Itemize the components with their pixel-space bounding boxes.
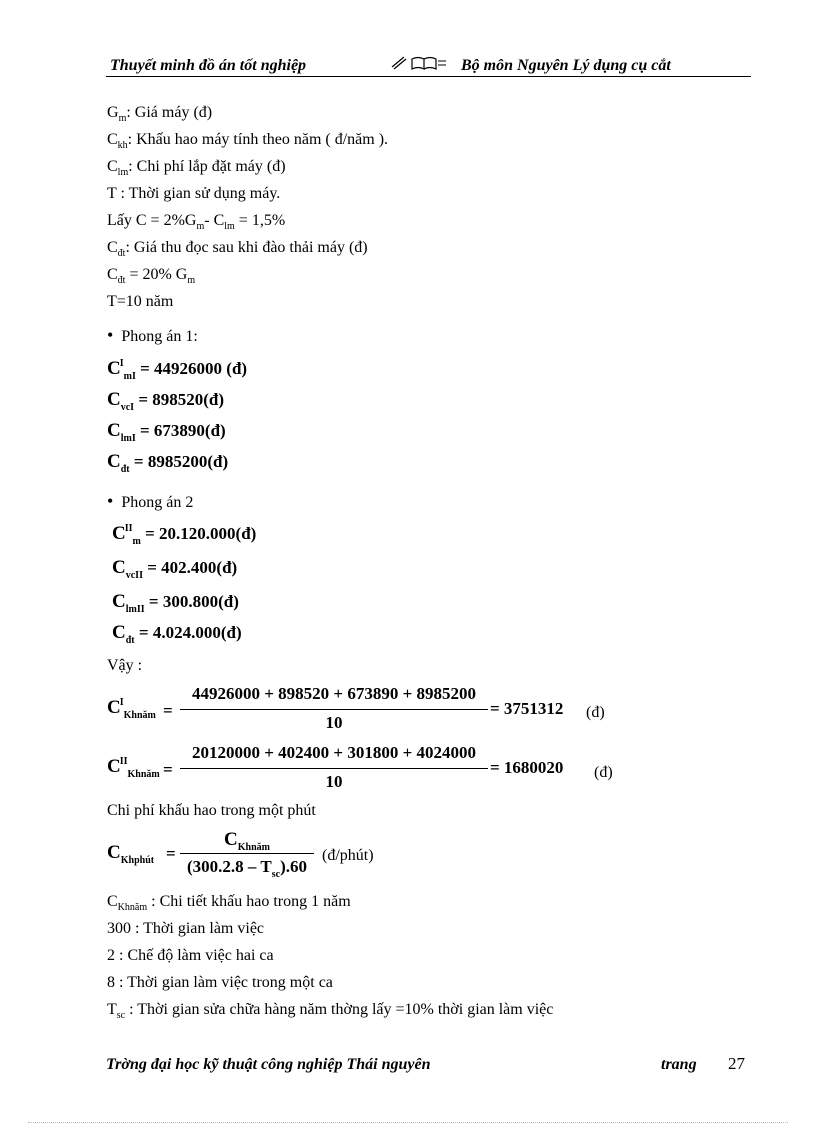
def-lay: Lấy $C = 2\%G_m-$ $C_{lm} = 1,5\%$ <box>107 212 286 232</box>
f2-unit: (đ) <box>594 764 613 781</box>
f1-denominator: 10 <box>325 713 343 732</box>
f2-fraction-bar <box>180 768 488 769</box>
def-clm: $C_{lm}$: Chi phí lắp đặt máy (đ) <box>107 158 286 178</box>
def-cdt: $C_{đt}$: Giá thu đọc sau khi đào thải máy (đ) <box>107 239 368 259</box>
note-ckhnam: $C_{Khnăm}$ : Chi tiết khấu hao trong 1 năm <box>107 893 351 913</box>
f1-result: = 3751312 <box>490 699 564 718</box>
bullet-icon: • <box>107 325 114 345</box>
note-2: 2 : Chế độ làm việc hai ca <box>107 947 274 964</box>
header-rule <box>106 76 751 77</box>
book-writing-icon <box>390 53 448 73</box>
option1-eq-cm: $C^I_{mI} = 44926000$ (đ) <box>107 358 248 382</box>
def-ckh: $C_{kh}$: Khấu hao máy tính theo năm ( đ/năm ). <box>107 131 389 151</box>
def-cdt-value: $C_{đt} = 20\%$ $G_m$ <box>107 266 196 286</box>
footer-page-number: 27 <box>728 1054 745 1073</box>
option2-eq-cdt: $C_{đt}$ = 4.024.000(đ) <box>112 622 242 646</box>
f2-denominator: 10 <box>325 772 343 791</box>
option1-eq-cdt: $C_{đt}$ = 8985200(đ) <box>107 451 229 475</box>
def-t: T : Thời gian sử dụng máy. <box>107 185 281 202</box>
bullet-icon: • <box>107 491 114 511</box>
def-gm: $G_m$: Giá máy (đ) <box>107 104 213 124</box>
f1-unit: (đ) <box>586 704 605 721</box>
f2-lhs: $C^{II}_{Khnăm}$ <box>107 756 160 780</box>
option1-eq-clm: $C_{lmI}$ = 673890(đ) <box>107 420 226 444</box>
option1-heading: • Phong án 1: <box>107 325 198 345</box>
per-minute-denominator: $(300.2.8 - T_{sc}).60$ <box>187 857 307 880</box>
f1-numerator: 44926000 + 898520 + 673890 + 8985200 <box>191 684 477 703</box>
def-t-value: T=10 năm <box>107 293 174 310</box>
option2-eq-clm: $C_{lmII}$ = 300.800(đ) <box>112 591 239 615</box>
per-minute-unit: (đ/phút) <box>322 847 374 864</box>
footer-left: Trờng đại học kỹ thuật công nghiệp Thái nguyên <box>106 1056 431 1073</box>
per-minute-fraction-bar <box>180 853 314 854</box>
per-minute-label: Chi phí khấu hao trong một phút <box>107 802 316 819</box>
f2-equals: = <box>163 760 173 779</box>
f2-numerator: 20120000 + 402400 + 301800 + 4024000 <box>191 743 477 762</box>
note-300: 300 : Thời gian làm việc <box>107 920 265 937</box>
header-left: Thuyết minh đồ án tốt nghiệp <box>110 57 307 74</box>
header-right: Bộ môn Nguyên Lý dụng cụ cắt <box>461 57 671 74</box>
footer-trang: trang <box>661 1056 697 1073</box>
f1-fraction-bar <box>180 709 488 710</box>
per-minute-equals: = <box>166 844 176 863</box>
f1-lhs: $C^I_{Khnăm}$ <box>107 697 156 721</box>
per-minute-lhs: $C_{Khphút}$ <box>107 842 155 866</box>
note-tsc: $T_{sc}$ : Thời gian sửa chữa hàng năm thờng lấy =10% thời gian làm việc <box>107 1001 554 1021</box>
note-8: 8 : Thời gian làm việc trong một ca <box>107 974 333 991</box>
option2-eq-cvc: $C_{vcII}$ = 402.400(đ) <box>112 557 238 581</box>
option2-eq-cm: $C^{II}_m$ = 20.120.000(đ) <box>112 523 257 547</box>
f2-result: = 1680020 <box>490 758 564 777</box>
f1-equals: = <box>163 701 173 720</box>
conclusion-label: Vậy : <box>107 657 143 674</box>
per-minute-numerator: $C_{Khnăm}$ <box>224 829 270 853</box>
option2-heading: • Phong án 2 <box>107 491 194 511</box>
option1-eq-cvc: $C_{vcI}$ = 898520(đ) <box>107 389 225 413</box>
